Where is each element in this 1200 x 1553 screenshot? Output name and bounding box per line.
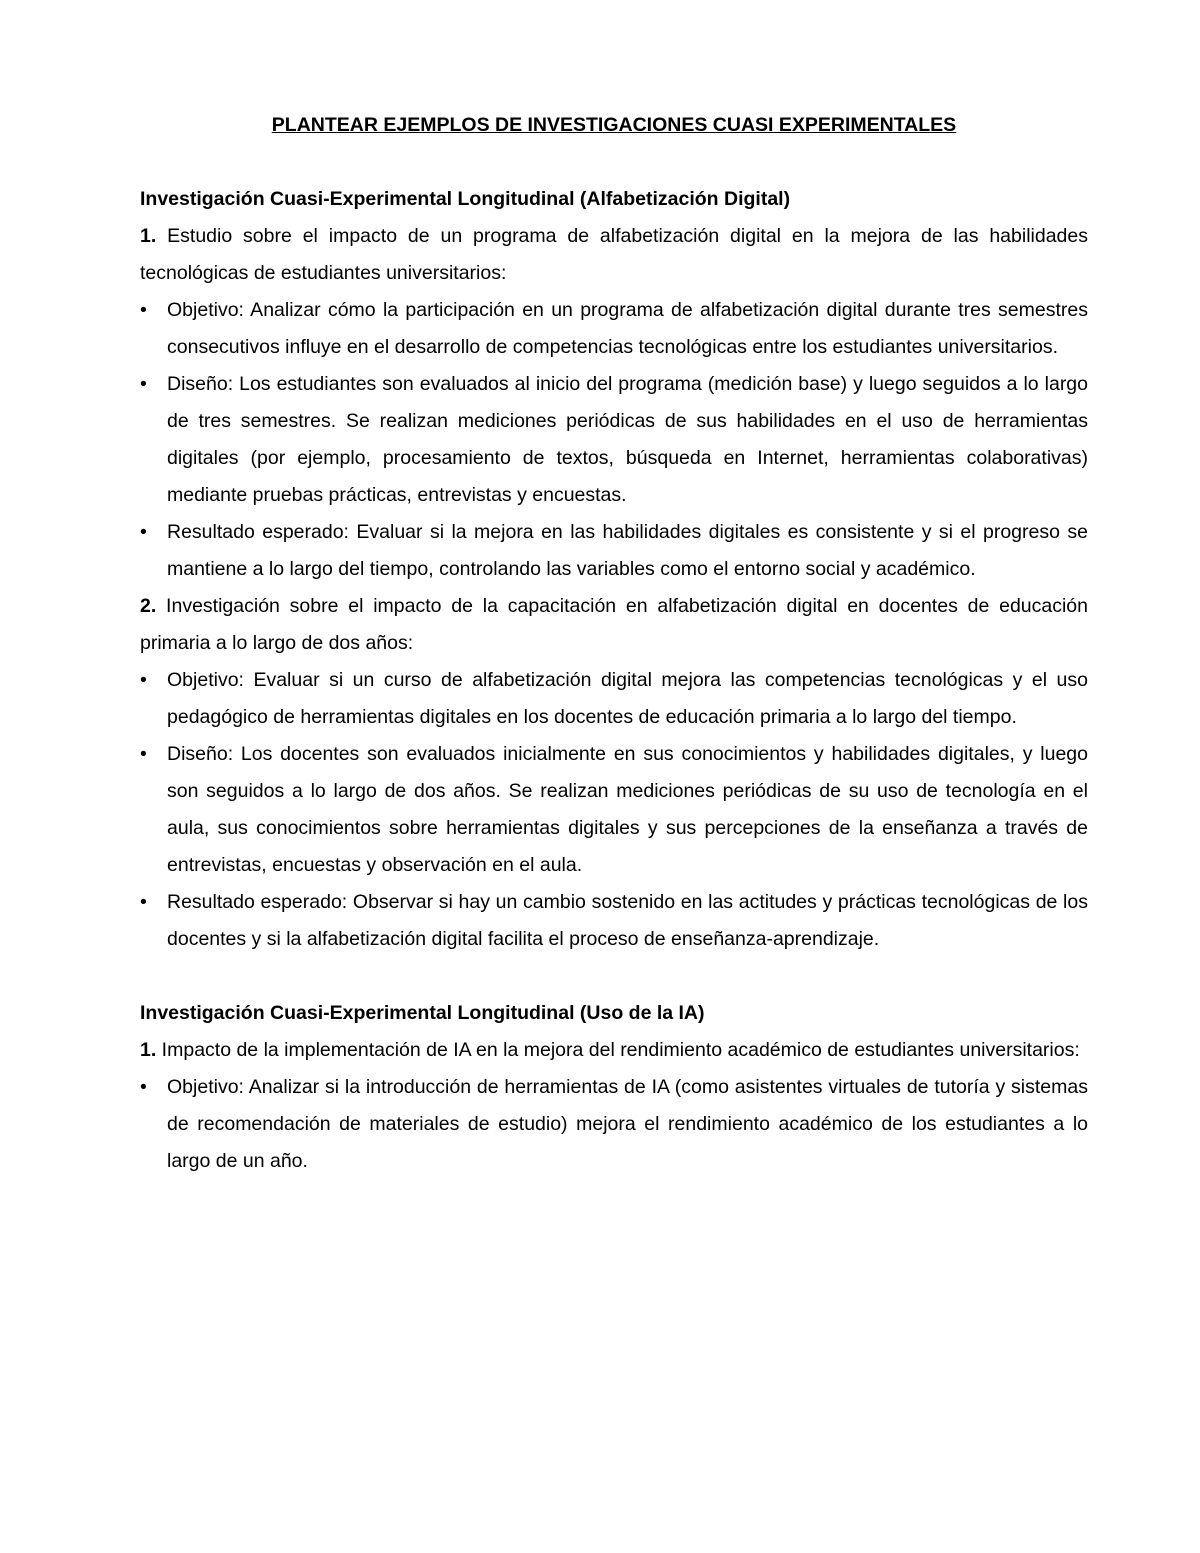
list-item-text: Objetivo: Analizar si la introducción de herramientas de IA (como asistentes virtuales de tutoría y sistemas de recomendación de materiales de estudio) mejora el rendimiento académico de los estudiantes a lo largo de un año.: [167, 1076, 1088, 1172]
study-paragraph: [140, 218, 1088, 292]
bullet-list: [140, 1069, 1088, 1180]
study-number: 1.: [140, 225, 157, 247]
bullet-icon: •: [140, 891, 147, 913]
study-number: 2.: [140, 595, 157, 617]
list-item-text: Objetivo: Analizar cómo la participación en un programa de alfabetización digital durante tres semestres consecutivos influye en el desarrollo de competencias tecnológicas entre los estudiantes universitarios.: [167, 299, 1088, 358]
section-heading: Investigación Cuasi-Experimental Longitudinal (Alfabetización Digital): [140, 188, 791, 210]
section-heading: Investigación Cuasi-Experimental Longitudinal (Uso de la IA): [140, 1002, 705, 1024]
list-item: [140, 736, 1088, 884]
document-body: [140, 181, 1088, 1180]
bullet-icon: •: [140, 373, 147, 395]
list-item-text: Objetivo: Evaluar si un curso de alfabetización digital mejora las competencias tecnológicas y el uso pedagógico de herramientas digitales en los docentes de educación primaria a lo largo del tiempo.: [167, 669, 1088, 728]
bullet-icon: •: [140, 669, 147, 691]
list-item: [140, 366, 1088, 514]
list-item-text: Diseño: Los estudiantes son evaluados al inicio del programa (medición base) y luego seguidos a lo largo de tres semestres. Se realizan mediciones periódicas de sus habilidades en el uso de herramientas digitales (por ejemplo, procesamiento de textos, búsqueda en Internet, herramientas colaborativas) mediante pruebas prácticas, entrevistas y encuestas.: [167, 373, 1088, 506]
list-item-text: Resultado esperado: Evaluar si la mejora en las habilidades digitales es consistente y si el progreso se mantiene a lo largo del tiempo, controlando las variables como el entorno social y académico.: [167, 521, 1088, 580]
list-item: [140, 292, 1088, 366]
document-title: PLANTEAR EJEMPLOS DE INVESTIGACIONES CUASI EXPERIMENTALES: [271, 114, 957, 136]
study-text: Estudio sobre el impacto de un programa de alfabetización digital en la mejora de las habilidades tecnológicas de estudiantes universitarios:: [140, 225, 1088, 284]
bullet-list: [140, 662, 1088, 958]
list-item: [140, 662, 1088, 736]
list-item-text: Resultado esperado: Observar si hay un cambio sostenido en las actitudes y prácticas tecnológicas de los docentes y si la alfabetización digital facilita el proceso de enseñanza-aprendizaje.: [167, 891, 1088, 950]
list-item-text: Diseño: Los docentes son evaluados inicialmente en sus conocimientos y habilidades digitales, y luego son seguidos a lo largo de dos años. Se realizan mediciones periódicas de su uso de tecnología en el aula, sus conocimientos sobre herramientas digitales y sus percepciones de la enseñanza a través de entrevistas, encuestas y observación en el aula.: [167, 743, 1088, 876]
bullet-icon: •: [140, 1076, 147, 1098]
study-text: Investigación sobre el impacto de la capacitación en alfabetización digital en docentes de educación primaria a lo largo de dos años:: [140, 595, 1088, 654]
list-item: [140, 514, 1088, 588]
bullet-list: [140, 292, 1088, 588]
study-paragraph: [140, 588, 1088, 662]
bullet-icon: •: [140, 299, 147, 321]
list-item: [140, 1069, 1088, 1180]
study-paragraph: [140, 1032, 1088, 1069]
list-item: [140, 884, 1088, 958]
paragraph-spacer: [140, 958, 1088, 995]
study-text: Impacto de la implementación de IA en la mejora del rendimiento académico de estudiantes universitarios:: [156, 1039, 1080, 1061]
study-number: 1.: [140, 1039, 157, 1061]
bullet-icon: •: [140, 743, 147, 765]
bullet-icon: •: [140, 521, 147, 543]
